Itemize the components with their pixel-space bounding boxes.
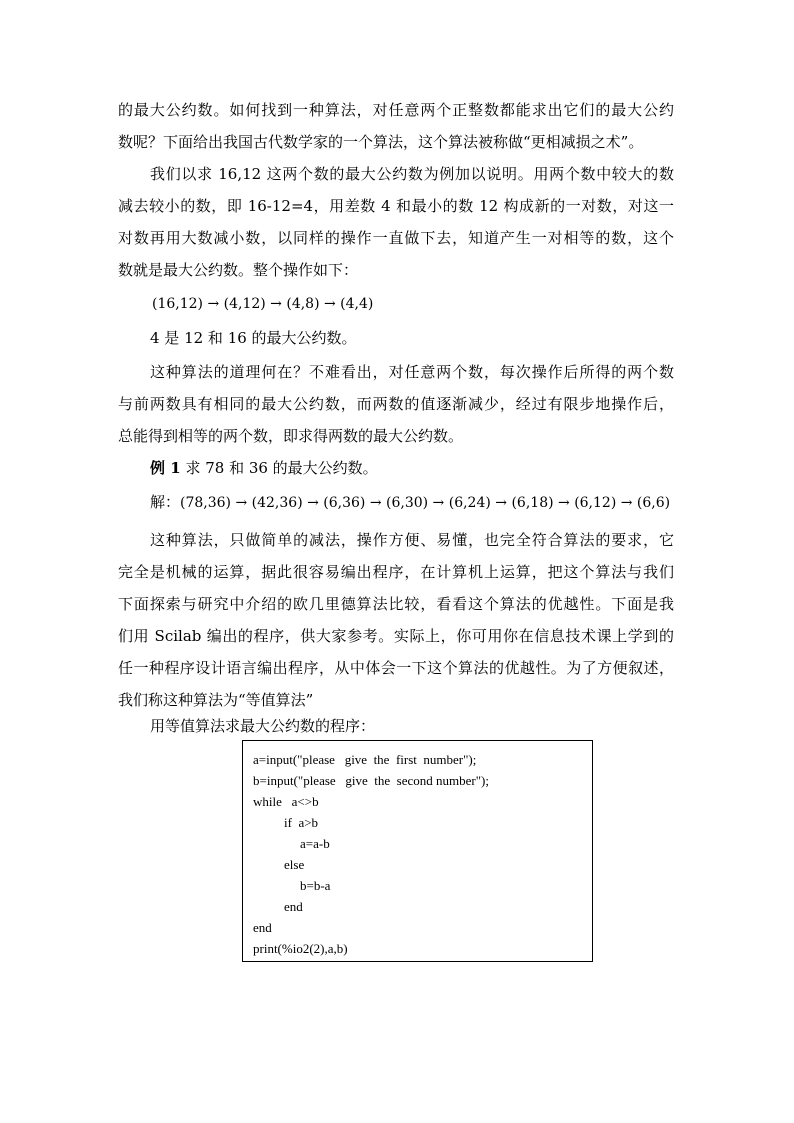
code-line: end [253,920,272,935]
paragraph-line: 下面探索与研究中介绍的欧几里德算法比较，看看这个算法的优越性。下面是我 [118,595,674,613]
paragraph-line: 数就是最大公约数。整个操作如下： [118,261,359,279]
solution-line [150,492,670,513]
code-line: end [284,899,303,914]
paragraph-line: 对数再用大数减小数，以同样的操作一直做下去，知道产生一对相等的数，这个 [118,229,674,247]
solution-label: 解： [150,493,181,511]
paragraph-line: 4 是 12 和 16 的最大公约数。 [150,329,357,347]
paragraph-line: 们用 Scilab 编出的程序，供大家参考。实际上，你可用你在信息技术课上学到的 [118,627,674,645]
formula: (16,12) → (4,12) → (4,8) → (4,4) [152,296,374,312]
paragraph-line: 的最大公约数。如何找到一种算法，对任意两个正整数都能求出它们的最大公约 [118,101,674,119]
paragraph-line: 我们以求 16,12 这两个数的最大公约数为例加以说明。用两个数中较大的数 [150,165,674,183]
code-line: while a<>b [253,794,319,809]
code-line: a=a-b [300,836,330,851]
paragraph-line: 减去较小的数，即 16-12=4，用差数 4 和最小的数 12 构成新的一对数，对这一 [118,197,674,215]
paragraph-line: 总能得到相等的两个数，即求得两数的最大公约数。 [118,427,464,445]
formula: (78,36) → (42,36) → (6,36) → (6,30) → (6,24) → (6,18) → (6,12) → (6,6) [180,495,671,511]
code-line: a=input("please give the first number"); [253,752,477,767]
paragraph-line: 用等值算法求最大公约数的程序： [150,717,376,735]
paragraph-line: 任一种程序设计语言编出程序，从中体会一下这个算法的优越性。为了方便叙述， [118,659,674,677]
paragraph-line: 我们称这种算法为“等值算法” [118,691,314,709]
code-line: if a>b [284,815,319,830]
paragraph-line: 这种算法的道理何在？不难看出，对任意两个数，每次操作后所得的两个数 [150,363,674,381]
example-text: 求 78 和 36 的最大公约数。 [180,459,378,477]
code-line: b=input("please give the second number"); [253,773,489,788]
code-line: else [284,857,305,872]
paragraph-line: 与前两数具有相同的最大公约数，而两数的值逐渐减少，经过有限步地操作后， [118,395,674,413]
paragraph-line: 这种算法，只做简单的减法，操作方便、易懂，也完全符合算法的要求，它 [150,531,674,549]
example-line [150,458,378,478]
code-block [242,740,593,962]
code-line: print(%io2(2),a,b) [253,941,348,956]
code-line: b=b-a [300,878,331,893]
example-label: 例 1 [150,459,181,477]
paragraph-line: 数呢？下面给出我国古代数学家的一个算法，这个算法被称做“更相减损之术”。 [118,133,644,151]
paragraph-line: 完全是机械的运算，据此很容易编出程序，在计算机上运算，把这个算法与我们 [118,563,674,581]
